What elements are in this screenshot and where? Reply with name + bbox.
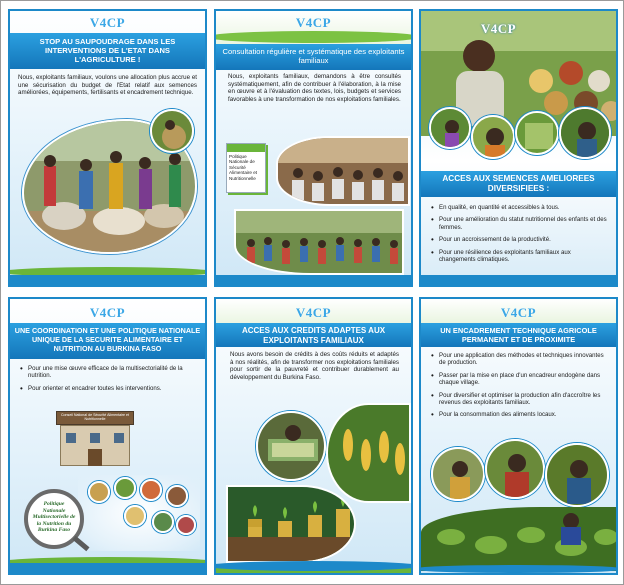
field-work-photo-2 <box>485 439 545 499</box>
v4cp-logo: V4CP <box>480 21 517 36</box>
field-circle-photo-4 <box>559 107 611 159</box>
bullet-item: • Pour un accroissement de la productivité. <box>431 236 608 243</box>
bullet-item: • Pour la consommation des aliments locaux. <box>431 411 608 418</box>
footer-bar <box>421 275 616 285</box>
bullet-item: • Passer par la mise en place d'un encadreur endogène dans chaque village. <box>431 372 608 387</box>
v4cp-logo: V4CP <box>89 305 126 320</box>
field-circle-photo-1 <box>429 107 471 149</box>
poster-bullets <box>431 352 608 424</box>
maize-photo <box>326 403 411 503</box>
footer-bar <box>10 275 205 285</box>
building-sign: Conseil National de Sécurité Alimentaire et Nutritionnelle <box>60 413 130 422</box>
magnifier-text: Politique Nationale Multisectorielle de la Nutrition du Burkina Faso <box>32 501 76 534</box>
bullet-item: • En qualité, en quantité et accessibles à tous. <box>431 204 608 211</box>
poster-credits <box>214 297 413 575</box>
council-building <box>56 411 134 466</box>
footer-bar <box>10 563 205 573</box>
field-work-photo-3 <box>545 443 609 507</box>
poster-bullets <box>431 204 608 268</box>
bullet-item: • Pour orienter et encadrer toutes les interventions. <box>20 385 197 392</box>
coins-photo <box>226 485 356 563</box>
policy-book-title: Politique Nationale de Sécurité Alimentaire et Nutritionnelle <box>229 154 258 181</box>
bullet-item: • Pour une amélioration du statut nutritionnel des enfants et des femmes. <box>431 216 608 231</box>
poster-saupoudrage <box>8 9 207 287</box>
poster-title: UNE COORDINATION ET UNE POLITIQUE NATIONALE UNIQUE DE LA SECURITE ALIMENTAIRE ET NUTRITION AU BURKINA FASO <box>10 323 205 359</box>
poster-encadrement <box>419 297 618 575</box>
money-circle-photo <box>256 411 326 481</box>
bullet-item: • Pour diversifier et optimiser la production afin d'accroître les revenus des exploitants familiaux. <box>431 392 608 407</box>
nutrition-cluster <box>78 475 200 551</box>
v4cp-logo: V4CP <box>500 305 537 320</box>
field-work-photo-1 <box>431 447 485 501</box>
v4cp-logo: V4CP <box>295 305 332 320</box>
poster-bullets <box>20 365 197 397</box>
poster-body: Nous, exploitants familiaux, demandons à être consultés systématiquement, afin de contribuer à l'élaboration, à la mise en œuvre et à l'évaluation des textes, lois, budgets et services favorables à une transformation de nos exploitations familiales. <box>228 73 401 103</box>
meeting-photo-top <box>276 136 410 206</box>
field-circle-photo-3 <box>515 111 559 155</box>
seed-circle-photo <box>150 109 194 153</box>
poster-title: Consultation régulière et systématique des exploitants familiaux <box>216 44 411 70</box>
field-circle-photo-2 <box>471 115 515 159</box>
bullet-item: • Pour une résilience des exploitants familiaux aux changements climatiques. <box>431 249 608 264</box>
poster-title: ACCES AUX CREDITS ADAPTES AUX EXPLOITANTS FAMILIAUX <box>216 323 411 347</box>
policy-book <box>226 143 266 193</box>
poster-body: Nous avons besoin de crédits à des coûts réduits et adaptés à nos réalités, afin de transformer nos exploitations familiales pour sortir de la pauvreté et contribuer durablement au développement du Burkina Faso. <box>230 351 399 381</box>
poster-consultation <box>214 9 413 287</box>
v4cp-logo: V4CP <box>295 15 332 30</box>
crops-photo <box>421 507 618 571</box>
poster-semences <box>419 9 618 287</box>
v4cp-logo: V4CP <box>89 15 126 30</box>
poster-body: Nous, exploitants familiaux, voulons une allocation plus accrue et une sécurisation du budget de l'Etat relatif aux semences améliorées, équipements, fertilisants et encadrement technique. <box>18 74 197 97</box>
poster-title: ACCES AUX SEMENCES AMELIOREES DIVERSIFIEES : <box>421 171 616 197</box>
poster-title: STOP AU SAUPOUDRAGE DANS LES INTERVENTIONS DE L'ETAT DANS L'AGRICULTURE ! <box>10 33 205 69</box>
bullet-item: • Pour une application des méthodes et techniques innovantes de production. <box>431 352 608 367</box>
bullet-item: • Pour une mise œuvre efficace de la multisectorialité de la nutrition. <box>20 365 197 380</box>
poster-title: UN ENCADREMENT TECHNIQUE AGRICOLE PERMANENT ET DE PROXIMITE <box>421 323 616 347</box>
poster-coordination <box>8 297 207 575</box>
meeting-photo-bottom <box>234 209 404 275</box>
footer-bar <box>216 275 411 285</box>
